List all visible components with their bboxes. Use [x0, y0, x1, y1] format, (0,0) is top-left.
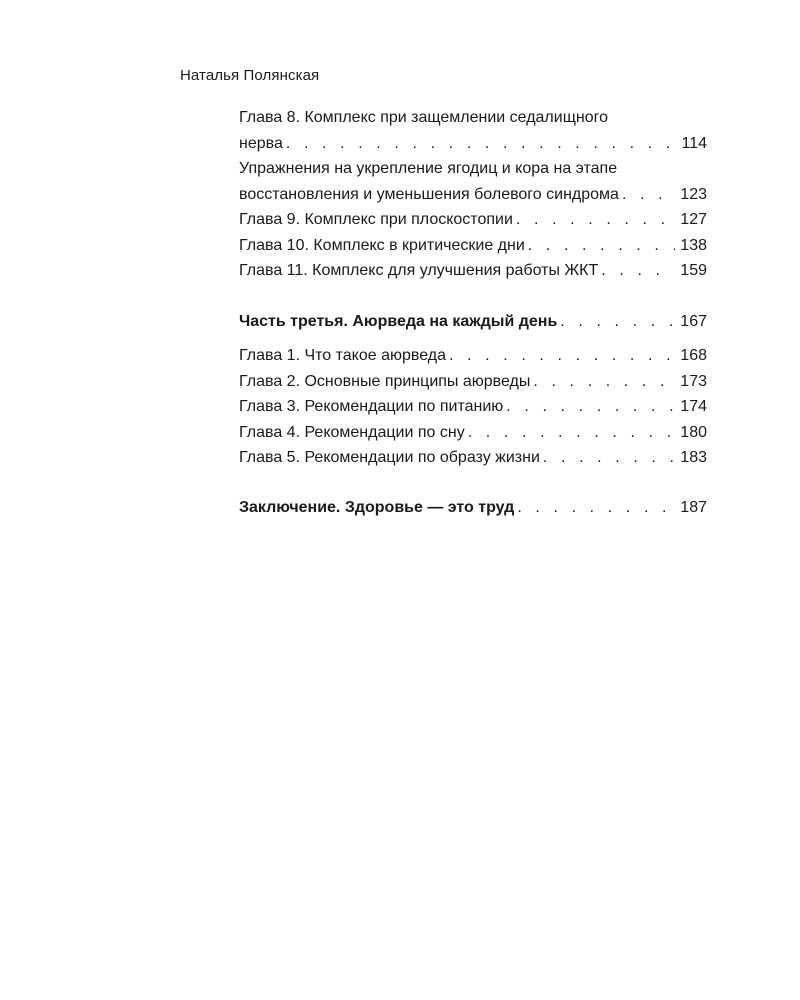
- dot-leader: [560, 309, 675, 335]
- dot-leader: [468, 420, 676, 446]
- toc-page-number: 159: [680, 262, 707, 279]
- dot-leader: [543, 445, 675, 471]
- toc-entry-title: Глава 9. Комплекс при плоскостопии: [239, 211, 513, 228]
- toc-entry-title: Глава 1. Что такое аюрведа: [239, 347, 446, 364]
- toc-entry-title: Глава 2. Основные принципы аюрведы: [239, 372, 531, 390]
- toc-entry-title: Глава 11. Комплекс для улучшения работы ЖКТ: [239, 262, 599, 279]
- dot-leader: [533, 369, 675, 395]
- toc-entry-title-continued: восстановления и уменьшения болевого синдрома: [239, 185, 619, 203]
- toc-entry-part3-chapter-2: [239, 369, 707, 395]
- toc-page-number: 167: [680, 312, 707, 330]
- toc-entry-part-3: [239, 309, 707, 335]
- toc-entry-conclusion: [239, 495, 707, 521]
- dot-leader: [622, 182, 675, 208]
- dot-leader: [517, 495, 675, 521]
- dot-leader: [286, 131, 677, 157]
- table-of-contents: [239, 105, 707, 520]
- toc-entry-part3-chapter-4: [239, 420, 707, 446]
- toc-page-number: 174: [680, 398, 707, 415]
- dot-leader: [601, 258, 675, 284]
- running-head-author: Наталья Полянская: [180, 67, 320, 84]
- toc-page-number: 114: [681, 134, 707, 152]
- toc-page-number: 187: [680, 498, 707, 516]
- toc-page-number: 180: [680, 423, 707, 441]
- toc-conclusion-title: Заключение. Здоровье — это труд: [239, 498, 515, 516]
- toc-page-number: 138: [680, 236, 707, 254]
- toc-entry-title: Упражнения на укрепление ягодиц и кора на этапе: [239, 160, 618, 177]
- toc-entry-title: Глава 8. Комплекс при защемлении седалищного: [239, 109, 608, 126]
- toc-entry-title: Глава 4. Рекомендации по сну: [239, 423, 465, 441]
- toc-entry-part3-chapter-1: [239, 343, 707, 369]
- toc-entry-title: Глава 10. Комплекс в критические дни: [239, 236, 525, 254]
- toc-entry-part3-chapter-3: [239, 394, 707, 420]
- toc-page-number: 168: [680, 347, 707, 364]
- toc-entry-exercises: [239, 156, 707, 207]
- toc-page-number: 127: [680, 211, 707, 228]
- dot-leader: [449, 343, 675, 369]
- toc-entry-chapter-10: [239, 233, 707, 259]
- toc-entry-chapter-8: [239, 105, 707, 156]
- toc-page-number: 173: [680, 372, 707, 390]
- toc-part-title: Часть третья. Аюрведа на каждый день: [239, 312, 558, 330]
- dot-leader: [528, 233, 676, 259]
- toc-page-number: 123: [680, 185, 707, 203]
- toc-entry-chapter-9: [239, 207, 707, 233]
- toc-entry-chapter-11: [239, 258, 707, 284]
- toc-entry-title-continued: нерва: [239, 134, 283, 152]
- dot-leader: [506, 394, 675, 420]
- toc-entry-title: Глава 5. Рекомендации по образу жизни: [239, 449, 540, 466]
- toc-entry-part3-chapter-5: [239, 445, 707, 471]
- toc-page-number: 183: [680, 449, 707, 466]
- toc-entry-title: Глава 3. Рекомендации по питанию: [239, 398, 504, 415]
- dot-leader: [516, 207, 675, 233]
